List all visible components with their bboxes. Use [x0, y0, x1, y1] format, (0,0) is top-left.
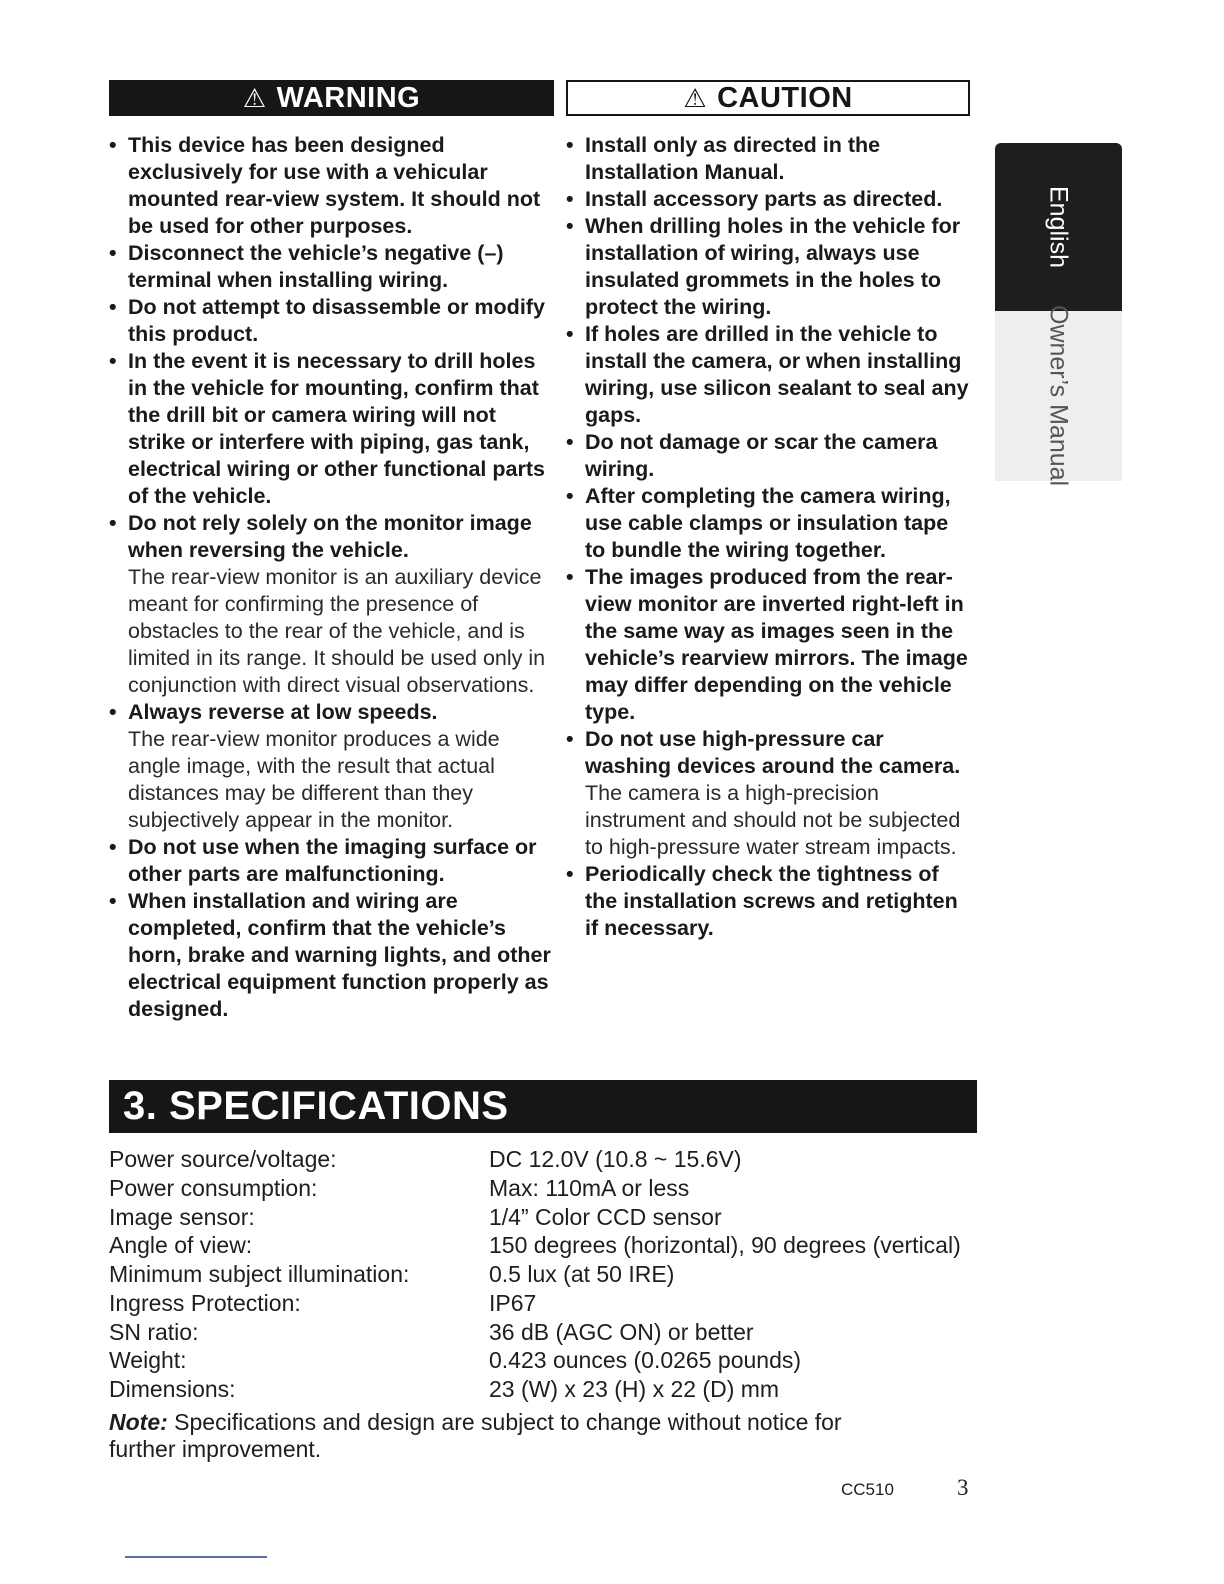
warning-item-bold: • Do not rely solely on the monitor image when reversing the vehicle.	[128, 511, 532, 562]
spec-value: 150 degrees (horizontal), 90 degrees (vertical)	[489, 1232, 961, 1259]
spec-row	[109, 1346, 989, 1375]
specifications-note	[109, 1409, 869, 1463]
caution-item-bold: • Install accessory parts as directed.	[585, 187, 943, 211]
warning-header	[109, 80, 554, 116]
page-number: 3	[957, 1475, 969, 1500]
warning-item	[109, 240, 554, 294]
caution-list	[566, 132, 970, 942]
caution-item	[566, 726, 970, 861]
side-tab	[995, 143, 1122, 487]
specifications-title: 3. SPECIFICATIONS	[123, 1084, 509, 1128]
spec-value: 0.5 lux (at 50 IRE)	[489, 1261, 675, 1287]
caution-triangle-icon: ⚠	[683, 82, 708, 113]
warning-item	[109, 348, 554, 510]
caution-item	[566, 132, 970, 186]
warning-section	[109, 80, 554, 1023]
bottom-rule	[125, 1556, 267, 1558]
warning-item-bold: • This device has been designed exclusively for use with a vehicular mounted rear-view system. It should not be used for other purposes.	[128, 133, 541, 238]
warning-item	[109, 510, 554, 699]
warning-item-bold: • Do not attempt to disassemble or modify this product.	[128, 295, 545, 346]
language-tab	[995, 143, 1122, 311]
caution-item	[566, 321, 970, 429]
spec-value: 1/4” Color CCD sensor	[489, 1203, 722, 1230]
language-label: English	[1044, 186, 1073, 268]
spec-label: Ingress Protection:	[109, 1289, 301, 1316]
specifications-table	[109, 1145, 989, 1404]
note-text: Specifications and design are subject to change without notice for further improvement.	[109, 1409, 842, 1462]
caution-item	[566, 186, 970, 213]
spec-value: 23 (W) x 23 (H) x 22 (D) mm	[489, 1376, 780, 1402]
caution-item-bold: • The images produced from the rear-view monitor are inverted right-left in the same way as images seen in the vehicle’s rearview mirrors. The image may differ depending on the vehicle type.	[585, 565, 968, 724]
warning-item-bold: • When installation and wiring are completed, confirm that the vehicle’s horn, brake and warning lights, and other electrical equipment function properly as designed.	[128, 889, 551, 1021]
warning-item	[109, 834, 554, 888]
warning-title: WARNING	[276, 81, 421, 114]
spec-row	[109, 1203, 989, 1232]
caution-item	[566, 483, 970, 564]
warning-item-bold: • Always reverse at low speeds.	[128, 700, 438, 724]
spec-label: Power consumption:	[109, 1174, 318, 1201]
caution-title: CAUTION	[717, 81, 853, 114]
spec-row	[109, 1375, 989, 1404]
spec-label: Image sensor:	[109, 1203, 255, 1230]
warning-item-bold: • Do not use when the imaging surface or other parts are malfunctioning.	[128, 835, 537, 886]
warning-item	[109, 132, 554, 240]
warning-item-detail: The rear-view monitor is an auxiliary device meant for confirming the presence of obstacles to the rear of the vehicle, and is limited in its range. It should be used only in conjunction with direct visual observations.	[128, 565, 546, 697]
warning-item-bold: • In the event it is necessary to drill holes in the vehicle for mounting, confirm that the drill bit or camera wiring will not strike or interfere with piping, gas tank, electrical wiring or other functional parts of the vehicle.	[128, 349, 545, 508]
spec-label: Power source/voltage:	[109, 1146, 337, 1172]
manual-label: Owner’s Manual	[1044, 305, 1073, 487]
caution-header	[566, 80, 970, 116]
spec-row	[109, 1289, 989, 1318]
caution-item-bold: • Do not damage or scar the camera wiring.	[585, 430, 938, 481]
spec-row	[109, 1260, 989, 1289]
specifications-header	[109, 1080, 977, 1133]
warning-item	[109, 888, 554, 1023]
spec-row	[109, 1231, 989, 1260]
spec-value: 36 dB (AGC ON) or better	[489, 1318, 754, 1345]
spec-label: Angle of view:	[109, 1232, 253, 1259]
warning-item	[109, 699, 554, 834]
spec-row	[109, 1145, 989, 1174]
caution-item-bold: • If holes are drilled in the vehicle to install the camera, or when installing wiring, use silicon sealant to seal any gaps.	[585, 322, 969, 427]
spec-value: 0.423 ounces (0.0265 pounds)	[489, 1347, 802, 1374]
caution-item	[566, 861, 970, 942]
caution-item	[566, 429, 970, 483]
warning-item-detail: The rear-view monitor produces a wide angle image, with the result that actual distances may be different than they subjectively appear in the monitor.	[128, 727, 500, 832]
model-number: CC510	[841, 1480, 894, 1499]
warning-item-bold: • Disconnect the vehicle’s negative (–) terminal when installing wiring.	[128, 241, 504, 292]
spec-label: SN ratio:	[109, 1318, 199, 1345]
caution-item-bold: • Install only as directed in the Installation Manual.	[585, 133, 881, 184]
spec-row	[109, 1318, 989, 1347]
caution-item	[566, 213, 970, 321]
warning-triangle-icon: ⚠	[242, 82, 267, 113]
spec-row	[109, 1174, 989, 1203]
caution-item-bold: • Do not use high-pressure car washing devices around the camera.	[585, 727, 961, 778]
warning-item	[109, 294, 554, 348]
caution-item-bold: • After completing the camera wiring, use cable clamps or insulation tape to bundle the wiring together.	[585, 484, 951, 562]
caution-item-detail: The camera is a high-precision instrument and should not be subjected to high-pressure water stream impacts.	[585, 781, 961, 859]
spec-label: Minimum subject illumination:	[109, 1261, 410, 1287]
spec-value: Max: 110mA or less	[489, 1174, 690, 1201]
manual-tab	[995, 305, 1122, 487]
caution-item-bold: • When drilling holes in the vehicle for installation of wiring, always use insulated grommets in the holes to protect the wiring.	[585, 214, 961, 319]
spec-value: DC 12.0V (10.8 ~ 15.6V)	[489, 1146, 742, 1172]
warning-list	[109, 132, 554, 1023]
caution-item	[566, 564, 970, 726]
caution-section	[566, 80, 970, 942]
note-label: Note:	[109, 1409, 168, 1435]
spec-label: Dimensions:	[109, 1376, 236, 1402]
spec-label: Weight:	[109, 1347, 187, 1374]
caution-item-bold: • Periodically check the tightness of the installation screws and retighten if necessary.	[585, 862, 958, 940]
spec-value: IP67	[489, 1289, 537, 1316]
